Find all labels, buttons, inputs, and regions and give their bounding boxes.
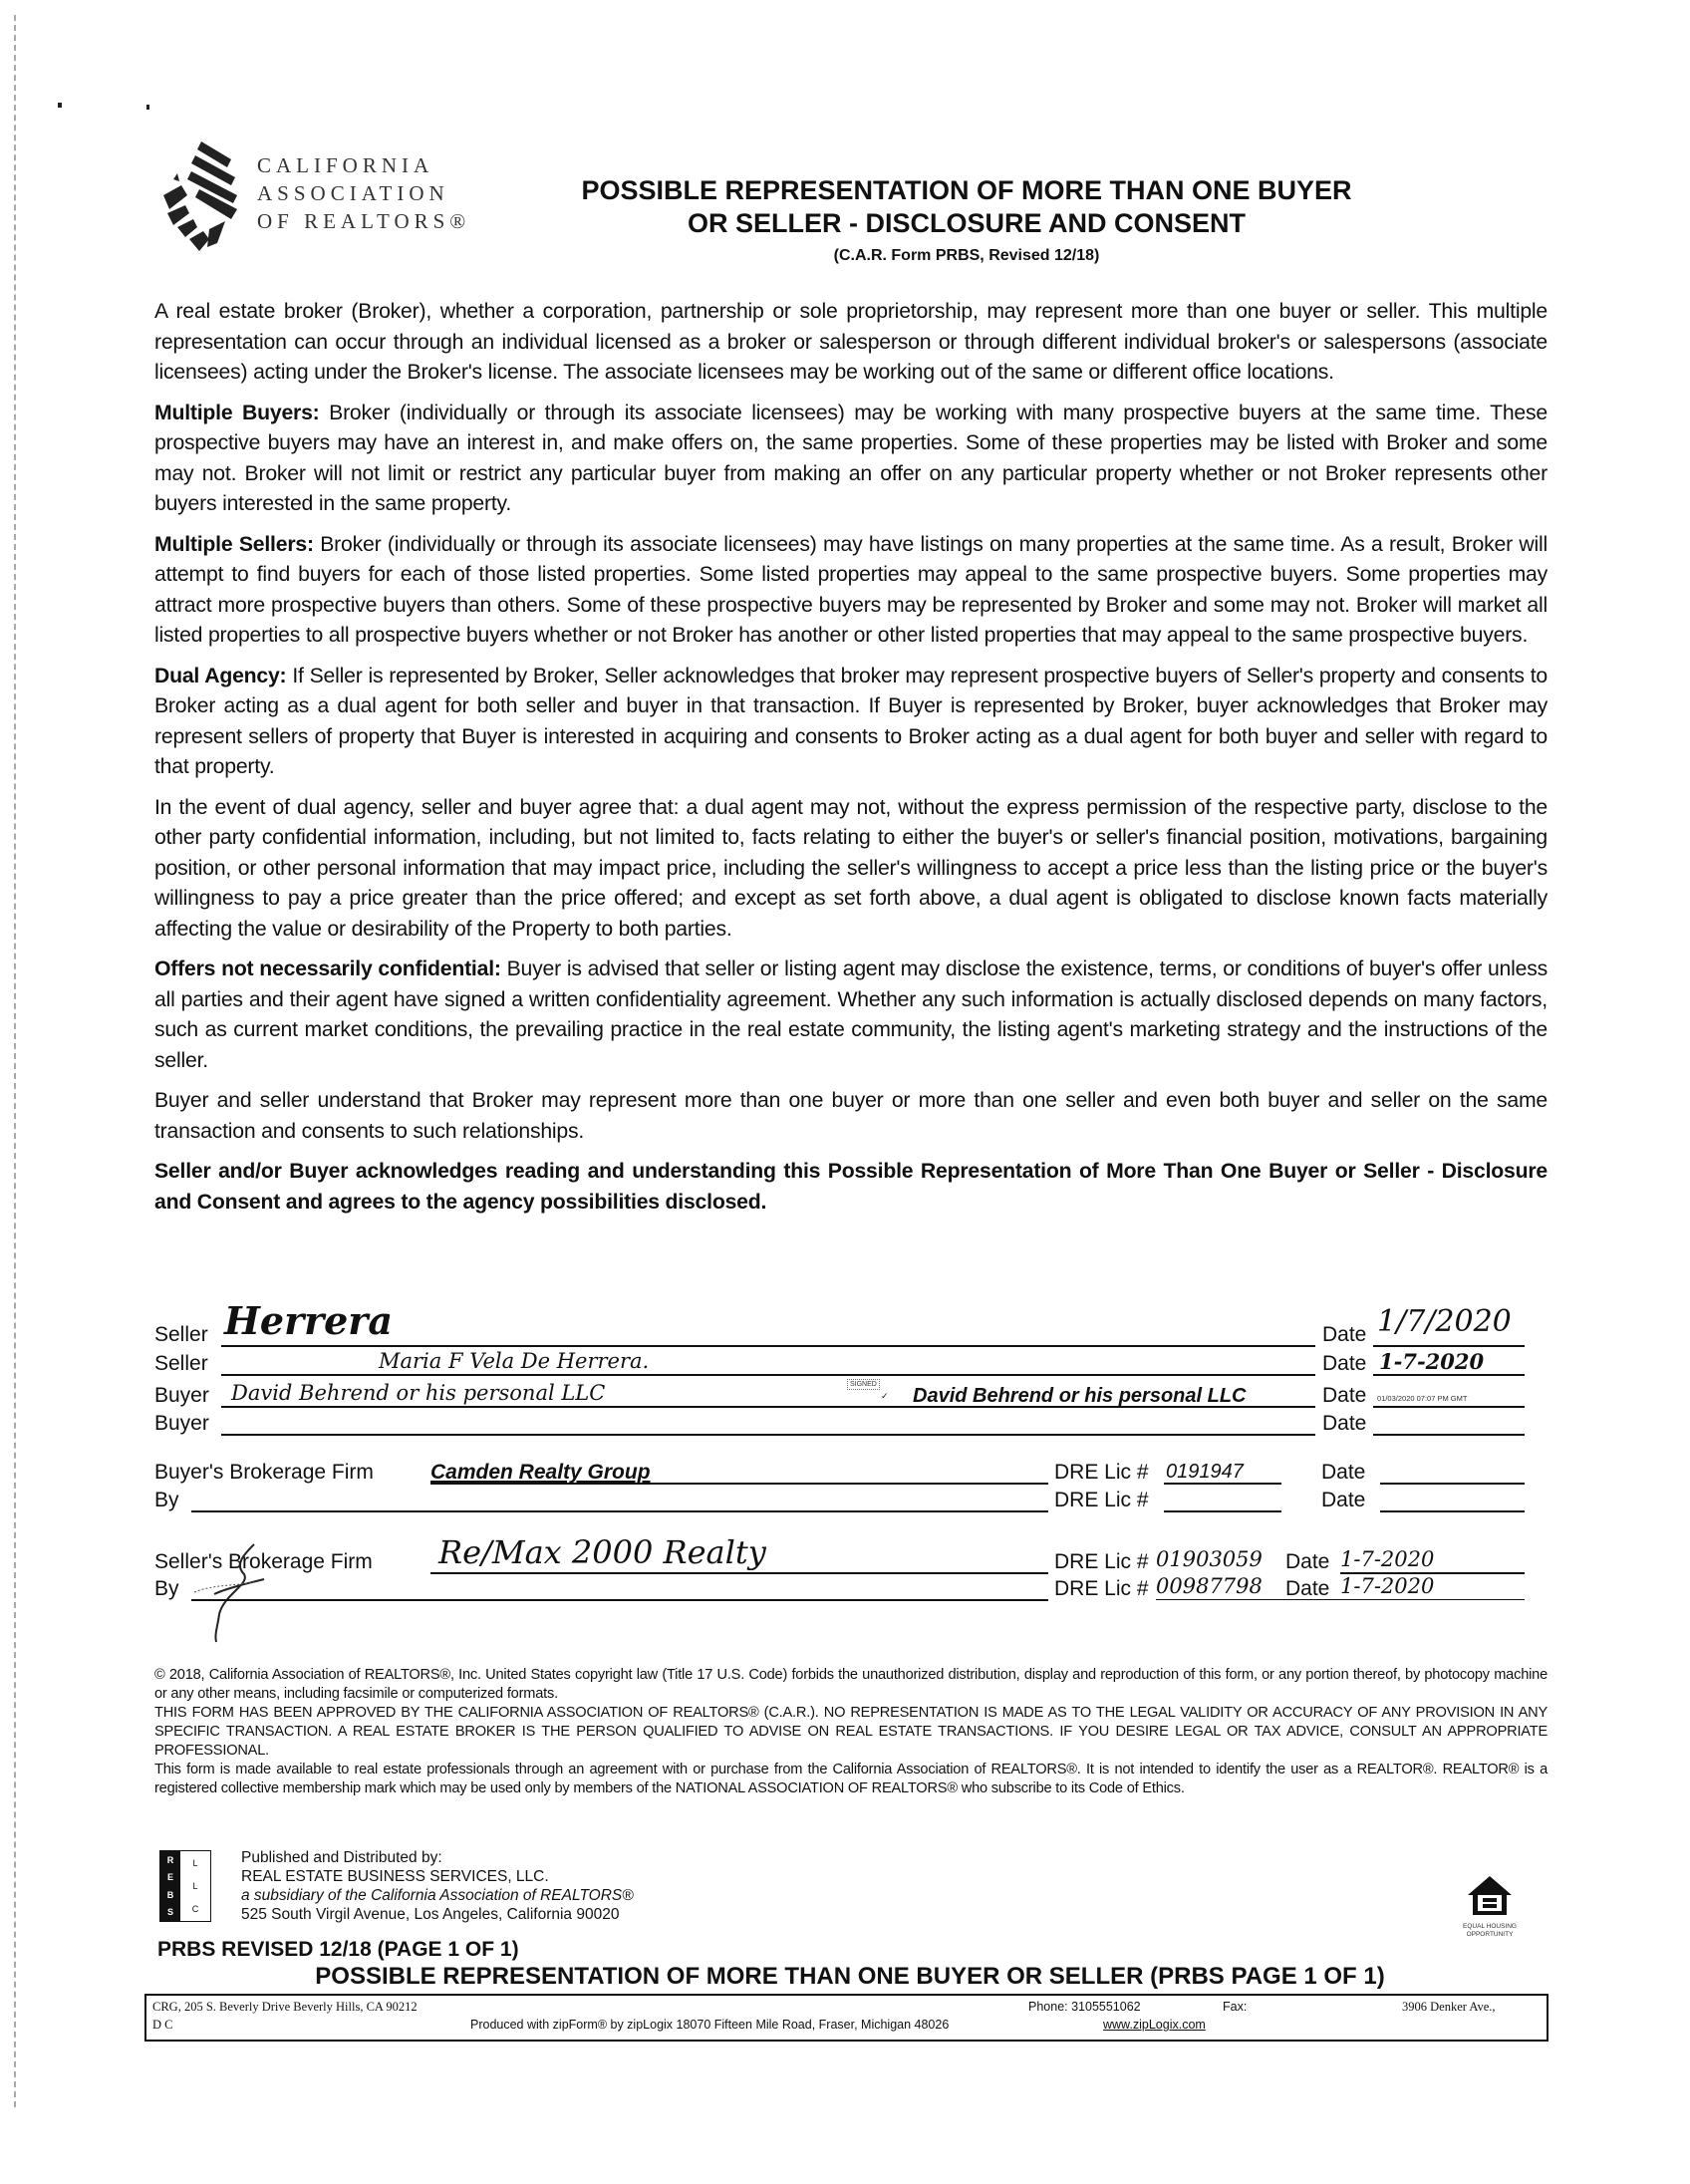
- buyer-label: Buyer: [154, 1412, 209, 1435]
- buyer2-date-line[interactable]: [1373, 1434, 1525, 1436]
- title-line-2: OR SELLER - DISCLOSURE AND CONSENT: [687, 208, 1247, 238]
- equal-housing-logo: [1450, 1873, 1530, 1939]
- seller-by-date: 1-7-2020: [1340, 1574, 1435, 1598]
- seller-by-dre-line[interactable]: [1156, 1599, 1525, 1600]
- section-heading: Multiple Buyers:: [154, 401, 320, 424]
- seller2-signature-line[interactable]: [221, 1374, 1315, 1376]
- buyer-firm-dre: 0191947: [1166, 1461, 1244, 1483]
- section-heading: Multiple Sellers:: [154, 532, 314, 556]
- seller2-date-line[interactable]: [1373, 1374, 1525, 1376]
- date-label: Date: [1321, 1489, 1366, 1511]
- eho-text: OPPORTUNITY: [1466, 1931, 1514, 1938]
- rebs-logo-right: [180, 1851, 210, 1921]
- buyer2-signature-line[interactable]: [221, 1434, 1315, 1436]
- legal-notices: [154, 1666, 1548, 1798]
- rebs-letter: L: [192, 1880, 198, 1891]
- property-address: 3906 Denker Ave.,: [1402, 2000, 1496, 2014]
- seller-by-line[interactable]: [191, 1599, 1048, 1601]
- dre-label: DRE Lic #: [1054, 1489, 1149, 1511]
- buyer-firm-date-line[interactable]: [1380, 1483, 1525, 1485]
- dre-label: DRE Lic #: [1054, 1577, 1149, 1600]
- by-label: By: [154, 1489, 179, 1511]
- rebs-letter: L: [192, 1857, 198, 1868]
- buyer-firm-line[interactable]: [430, 1483, 1048, 1485]
- publisher-line: REAL ESTATE BUSINESS SERVICES, LLC.: [241, 1868, 549, 1885]
- buyer-by-dre-line[interactable]: [1164, 1510, 1281, 1512]
- availability-notice: This form is made available to real estate professionals through an agreement with or purchase from the California Association of REALTORS®. It is not intended to identify the user as a REALTOR®. REALTOR® is a registered collective membership mark which may be used only by members of the NATIONAL ASSOCIATION OF REALTORS® who subscribe to its Code of Ethics.: [154, 1762, 1548, 1796]
- publisher-line: Published and Distributed by:: [241, 1849, 442, 1866]
- date-label: Date: [1321, 1461, 1366, 1484]
- seller-label: Seller: [154, 1323, 208, 1346]
- footer-title: POSSIBLE REPRESENTATION OF MORE THAN ONE BUYER OR SELLER (PRBS PAGE 1 OF 1): [315, 1963, 1385, 1990]
- office-fax: Fax:: [1223, 2000, 1248, 2014]
- section-heading: Offers not necessarily confidential:: [154, 957, 501, 980]
- seller1-date: 1/7/2020: [1377, 1304, 1512, 1339]
- rebs-logo-icon: [159, 1850, 211, 1922]
- intro-paragraph: A real estate broker (Broker), whether a corporation, partnership or sole proprietorship, may represent more than one buyer or seller. This multiple representation can occur through an individual licensed as a broker or salesperson or through different individual broker's or salespersons (associate licensees) acting under the Broker's license. The associate licensees may be working out of the same or different office locations.: [154, 300, 1548, 384]
- copyright-notice: © 2018, California Association of REALTORS®, Inc. United States copyright law (Title 17 U.S. Code) forbids the unauthorized distribution, display and reproduction of this form, or any portion thereof, by photocopy machine or any other means, including facsimile or computerized formats.: [154, 1667, 1548, 1702]
- logo-line: CALIFORNIA: [257, 153, 434, 177]
- logo-line: OF REALTORS®: [257, 209, 471, 233]
- date-label: Date: [1285, 1577, 1330, 1600]
- rebs-logo-left: [160, 1851, 180, 1921]
- seller-firm-line[interactable]: [430, 1572, 1048, 1574]
- publisher-line: a subsidiary of the California Association of REALTORS®: [241, 1887, 634, 1904]
- buyer1-date-line[interactable]: [1373, 1406, 1525, 1408]
- dre-label: DRE Lic #: [1054, 1461, 1149, 1484]
- approval-notice: THIS FORM HAS BEEN APPROVED BY THE CALIFORNIA ASSOCIATION OF REALTORS® (C.A.R.). NO REPRESENTATION IS MADE AS TO THE LEGAL VALIDITY OR ACCURACY OF ANY PROVISION IN ANY SPECIFIC TRANSACTION. A REAL ESTATE BROKER IS THE PERSON QUALIFIED TO ADVISE ON REAL ESTATE TRANSACTIONS. IF YOU DESIRE LEGAL OR TAX ADVICE, CONSULT AN APPROPRIATE PROFESSIONAL.: [154, 1705, 1548, 1759]
- office-phone: Phone: 3105551062: [1028, 2000, 1141, 2014]
- revision-label: PRBS REVISED 12/18 (PAGE 1 OF 1): [157, 1938, 519, 1961]
- acknowledgment: Seller and/or Buyer acknowledges reading and understanding this Possible Representation of More Than One Buyer or Seller - Disclosure and Consent and agrees to the agency possibilities disclosed.: [154, 1160, 1548, 1214]
- seller-firm-dre: 01903059: [1156, 1547, 1263, 1571]
- by-label: By: [154, 1577, 179, 1600]
- ziplogix-link[interactable]: www.zipLogix.com: [1103, 2018, 1206, 2032]
- buyer-label: Buyer: [154, 1384, 209, 1407]
- rebs-letter: B: [166, 1889, 174, 1900]
- seller2-date: 1-7-2020: [1379, 1349, 1485, 1374]
- section-text: Broker (individually or through its associate licensees) may be working with many prospective buyers at the same time. These prospective buyers may have an interest in, and make offers on, the same properties. Some of these properties may be listed with Broker and some may not. Broker will not limit or restrict any particular buyer from making an offer on any particular property whether or not Broker represents other buyers interested in the same property.: [154, 401, 1548, 515]
- seller1-date-line[interactable]: [1373, 1345, 1525, 1347]
- agent-initials: D C: [152, 2018, 173, 2032]
- esign-verified-stamp: SIGNED: [847, 1379, 880, 1390]
- understand-paragraph: Buyer and seller understand that Broker may represent more than one buyer or more than one seller and even both buyer and seller on the same transaction and consents to such relationships.: [154, 1089, 1548, 1143]
- publisher-address: 525 South Virgil Avenue, Los Angeles, California 90020: [241, 1906, 620, 1923]
- buyer-by-line[interactable]: [191, 1510, 1048, 1512]
- seller2-signature: Maria F Vela De Herrera.: [379, 1349, 650, 1373]
- rebs-letter: E: [166, 1872, 173, 1883]
- section-text: If Seller is represented by Broker, Seller acknowledges that broker may represent prospective buyers of Seller's property and consents to Broker acting as a dual agent for both seller and buyer in that transaction. If Buyer is represented by Broker, buyer acknowledges that Broker may represent sellers of property that Buyer is interested in acquiring and consents to Broker acting as a dual agent for both buyer and seller with regard to that property.: [154, 664, 1548, 778]
- date-label: Date: [1322, 1412, 1367, 1435]
- buyer-firm-name: Camden Realty Group: [430, 1461, 651, 1484]
- seller-firm-date: 1-7-2020: [1340, 1547, 1435, 1571]
- seller-firm-label: Seller's Brokerage Firm: [154, 1550, 373, 1573]
- rebs-letter: S: [166, 1907, 173, 1918]
- rebs-letter: C: [191, 1904, 199, 1915]
- checkmark-icon: ✓: [881, 1391, 889, 1401]
- publisher-info: [241, 1848, 634, 1924]
- rebs-letter: R: [166, 1854, 174, 1865]
- section-heading: Dual Agency:: [154, 664, 287, 687]
- date-label: Date: [1322, 1352, 1367, 1375]
- zipform-footer: [144, 1994, 1549, 2042]
- buyer1-typed-name: David Behrend or his personal LLC: [913, 1385, 1247, 1407]
- eho-text: EQUAL HOUSING: [1463, 1923, 1517, 1930]
- section-text: Buyer is advised that seller or listing agent may disclose the existence, terms, or conditions of buyer's offer unless all parties and their agent have signed a written confidentiality agreement. Whether any such information is actually disclosed depends on many factors, such as current market conditions, the prevailing practice in the real estate community, the listing agent's marketing strategy and the instructions of the seller.: [154, 957, 1549, 1072]
- date-label: Date: [1322, 1323, 1367, 1346]
- agent-signature-scribble: [174, 1534, 284, 1644]
- seller1-signature: Herrera: [224, 1298, 393, 1343]
- equal-housing-house-icon: [1465, 1873, 1515, 1918]
- office-address: CRG, 205 S. Beverly Drive Beverly Hills, CA 90212: [152, 2000, 418, 2014]
- title-line-1: POSSIBLE REPRESENTATION OF MORE THAN ONE BUYER: [581, 175, 1352, 205]
- logo-line: ASSOCIATION: [257, 181, 449, 205]
- section-text: Broker (individually or through its associate licensees) may have listings on many properties at the same time. As a result, Broker will attempt to find buyers for each of those listed properties. Some listed properties may appeal to the same prospective buyers. Some properties may attract more prospective buyers than others. Some of these prospective buyers may be represented by Broker and some may not. Broker will market all listed properties to all prospective buyers whether or not Broker has another or other listed properties that may appeal to the same prospective buyers.: [154, 532, 1548, 647]
- seller-label: Seller: [154, 1352, 208, 1375]
- seller1-signature-line[interactable]: [221, 1345, 1315, 1347]
- form-subtitle: (C.A.R. Form PRBS, Revised 12/18): [833, 247, 1100, 264]
- dre-label: DRE Lic #: [1054, 1550, 1149, 1573]
- dual-event-paragraph: In the event of dual agency, seller and buyer agree that: a dual agent may not, without the express permission of the respective party, disclose to the other party confidential information, including, but not limited to, facts relating to either the buyer's or seller's financial position, motivations, bargaining position, or other personal information that may impact price, including the seller's willingness to accept a price less than the listing price or the buyer's willingness to pay a price greater than the price offered; and except as set forth above, a dual agent is obligated to disclose known facts materially affecting the value or desirability of the Property to both parties.: [154, 795, 1548, 941]
- buyer-by-date-line[interactable]: [1380, 1510, 1525, 1512]
- produced-with: Produced with zipForm® by zipLogix 18070 Fifteen Mile Road, Fraser, Michigan 48026: [470, 2018, 950, 2032]
- buyer1-signature: David Behrend or his personal LLC: [231, 1381, 606, 1405]
- buyer-dre-line[interactable]: [1164, 1483, 1281, 1485]
- buyer-firm-label: Buyer's Brokerage Firm: [154, 1461, 374, 1484]
- seller-firm-name: Re/Max 2000 Realty: [438, 1533, 766, 1571]
- buyer1-date: 01/03/2020 07:07 PM GMT: [1377, 1394, 1468, 1403]
- date-label: Date: [1322, 1384, 1367, 1407]
- seller-by-dre: 00987798: [1156, 1574, 1263, 1598]
- date-label: Date: [1285, 1550, 1330, 1573]
